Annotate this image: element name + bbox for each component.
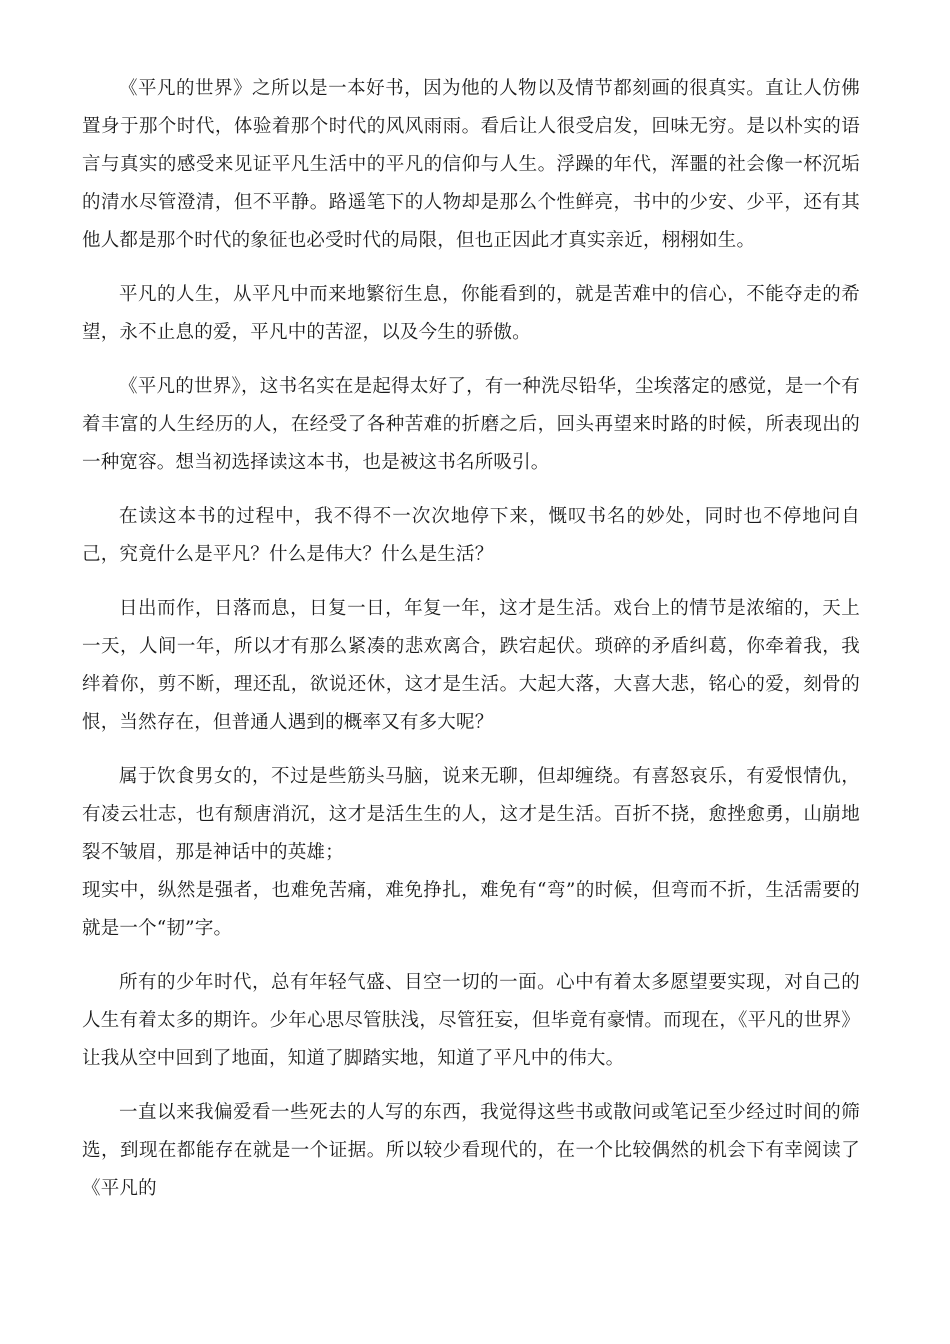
paragraph-3: 《平凡的世界》，这书名实在是起得太好了，有一种洗尽铅华，尘埃落定的感觉，是一个有着丰富的人生经历的人，在经受了各种苦难的折磨之后，回头再望来时路的时候，所表现出的一种宽容。想当初选择读这本书，也是被这书名所吸引。 — [82, 376, 860, 473]
paragraph-7: 现实中，纵然是强者，也难免苦痛，难免挣扎，难免有“弯”的时候，但弯而不折，生活需要的就是一个“韧”字。 — [82, 880, 860, 939]
paragraph-1: 《平凡的世界》之所以是一本好书，因为他的人物以及情节都刻画的很真实。直让人仿佛置身于那个时代，体验着那个时代的风风雨雨。看后让人很受启发，回味无穷。是以朴实的语言与真实的感受来见证平凡生活中的平凡的信仰与人生。浮躁的年代，浑噩的社会像一杯沉垢的清水尽管澄清，但不平静。路遥笔下的人物却是那么个性鲜亮，书中的少安、少平，还有其他人都是那个时代的象征也必受时代的局限，但也正因此才真实亲近，栩栩如生。 — [82, 78, 860, 251]
paragraph-8: 所有的少年时代，总有年轻气盛、目空一切的一面。心中有着太多愿望要实现，对自己的人生有着太多的期许。少年心思尽管肤浅，尽管狂妄，但毕竟有豪情。而现在，《平凡的世界》让我从空中回到了地面，知道了脚踏实地，知道了平凡中的伟大。 — [82, 972, 860, 1069]
paragraph-5: 日出而作，日落而息，日复一日，年复一年，这才是生活。戏台上的情节是浓缩的，天上一天，人间一年，所以才有那么紧凑的悲欢离合，跌宕起伏。琐碎的矛盾纠葛，你牵着我，我绊着你，剪不断，理还乱，欲说还休，这才是生活。大起大落，大喜大悲，铭心的爱，刻骨的恨，当然存在，但普通人遇到的概率又有多大呢？ — [82, 598, 860, 733]
document-page — [82, 70, 860, 1224]
paragraph-9: 一直以来我偏爱看一些死去的人写的东西，我觉得这些书或散问或笔记至少经过时间的筛选，到现在都能存在就是一个证据。所以较少看现代的，在一个比较偶然的机会下有幸阅读了《平凡的 — [82, 1102, 860, 1199]
paragraph-2: 平凡的人生，从平凡中而来地繁衍生息，你能看到的，就是苦难中的信心，不能夺走的希望，永不止息的爱，平凡中的苦涩，以及今生的骄傲。 — [82, 284, 860, 343]
paragraph-4: 在读这本书的过程中，我不得不一次次地停下来，慨叹书名的妙处，同时也不停地问自己，究竟什么是平凡？什么是伟大？什么是生活？ — [82, 506, 860, 565]
paragraph-6: 属于饮食男女的，不过是些筋头马脑，说来无聊，但却缠绕。有喜怒哀乐，有爱恨情仇，有凌云壮志，也有颓唐消沉，这才是活生生的人，这才是生活。百折不挠，愈挫愈勇，山崩地裂不皱眉，那是神话中的英雄； — [82, 766, 860, 863]
